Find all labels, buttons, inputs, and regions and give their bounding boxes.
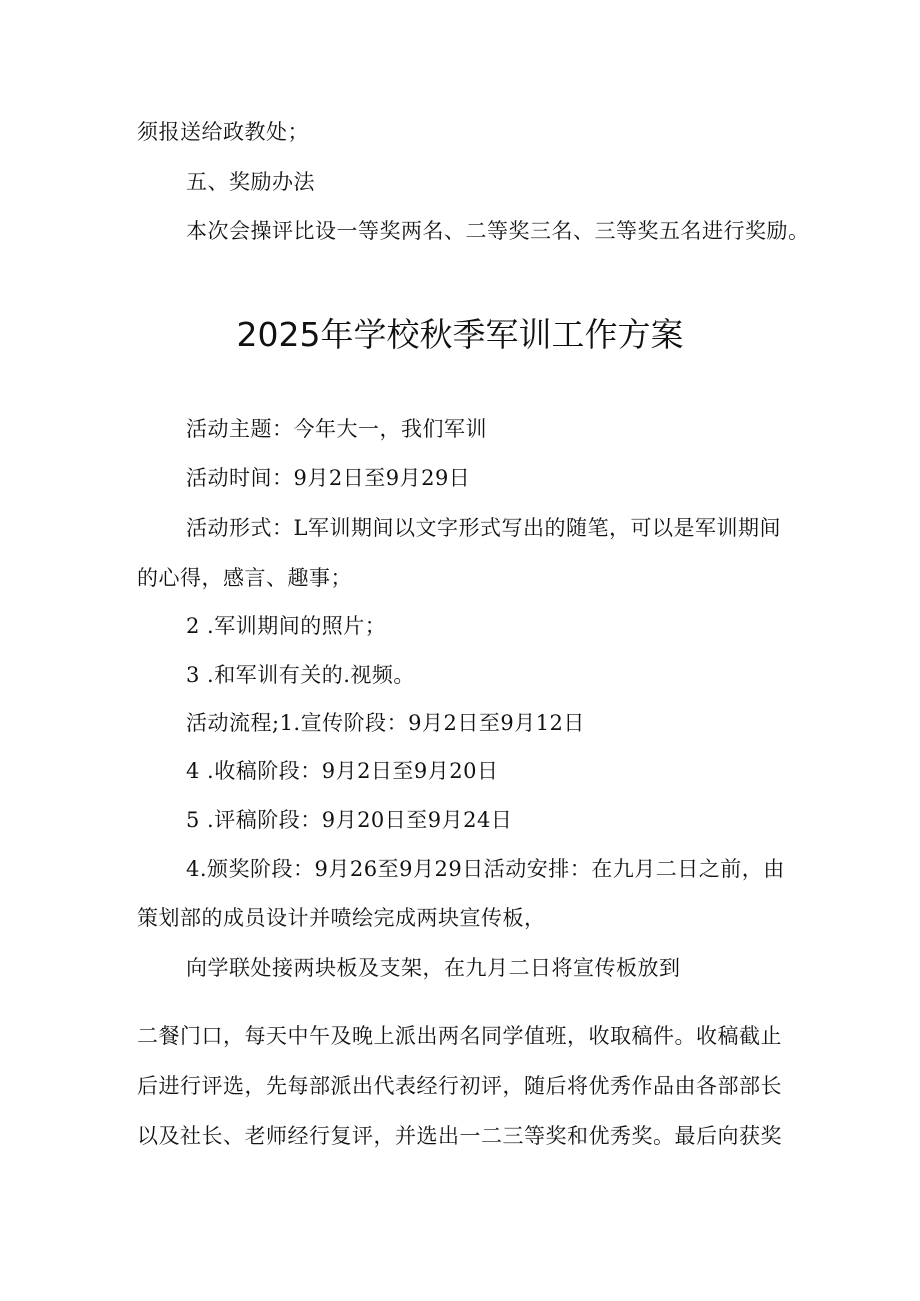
list-item: 3 .和军训有关的.视频。 <box>186 663 415 687</box>
paragraph-line: 向学联处接两块板及支架，在九月二日将宣传板放到 <box>186 956 681 980</box>
paragraph-line: 活动时间：9月2日至9月29日 <box>186 466 471 490</box>
list-item: 2 .军训期间的照片； <box>186 614 387 638</box>
list-item: 5 .评稿阶段：9月20日至9月24日 <box>186 808 513 832</box>
paragraph-line: 策划部的成员设计并喷绘完成两块宣传板， <box>137 906 546 930</box>
paragraph-line: 活动主题：今年大一，我们军训 <box>186 417 487 441</box>
paragraph-line: 活动形式：L军训期间以文字形式写出的随笔，可以是军训期间 <box>186 516 781 540</box>
section-heading: 五、奖励办法 <box>186 170 315 194</box>
paragraph-line: 以及社长、老师经行复评，并选出一二三等奖和优秀奖。最后向获奖 <box>137 1124 782 1148</box>
paragraph-line: 须报送给政教处； <box>137 120 309 144</box>
list-item: 4 .收稿阶段：9月2日至9月20日 <box>186 759 499 783</box>
paragraph-line: 的心得，感言、趣事； <box>137 566 352 590</box>
paragraph-line: 二餐门口，每天中午及晚上派出两名同学值班，收取稿件。收稿截止 <box>137 1024 782 1048</box>
paragraph-line: 本次会操评比设一等奖两名、二等奖三名、三等奖五名进行奖励。 <box>186 219 810 243</box>
paragraph-line: 后进行评选，先每部派出代表经行初评，随后将优秀作品由各部部长 <box>137 1074 782 1098</box>
document-title: 2025年学校秋季军训工作方案 <box>236 315 684 354</box>
paragraph-line: 4.颁奖阶段：9月26至9月29日活动安排：在九月二日之前，由 <box>186 857 785 881</box>
paragraph-line: 活动流程;1.宣传阶段：9月2日至9月12日 <box>186 711 585 735</box>
